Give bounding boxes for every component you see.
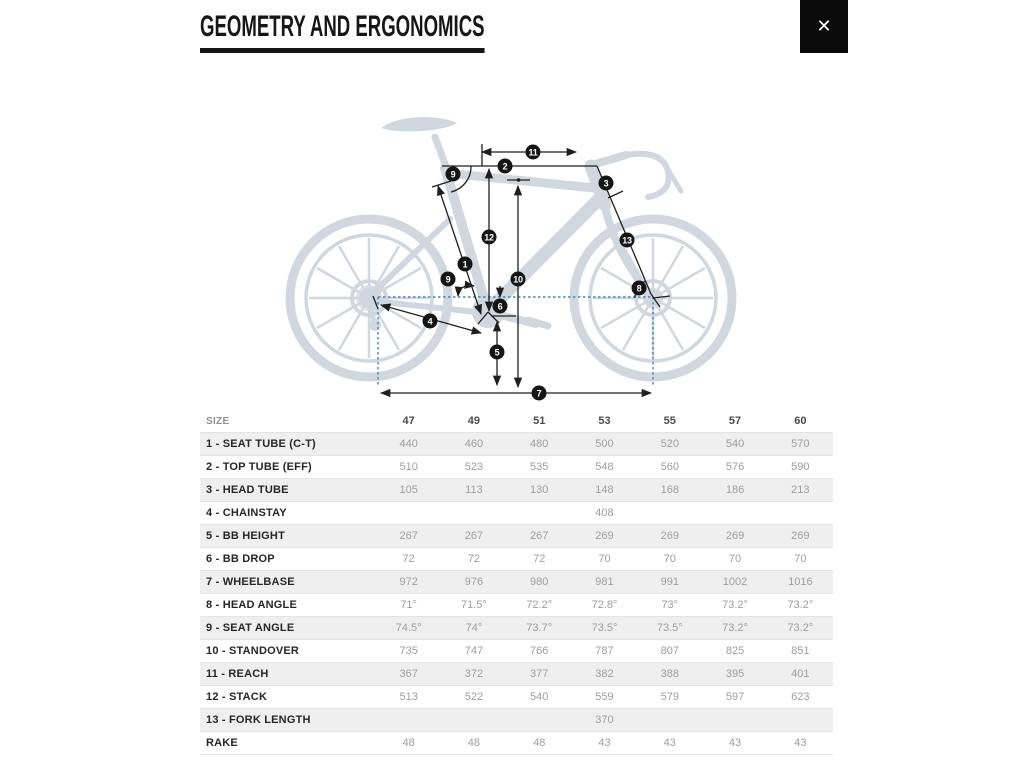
size-header: 47 (376, 411, 441, 432)
row-value (441, 708, 506, 731)
row-value (768, 501, 833, 524)
row-label: 8 - HEAD ANGLE (200, 593, 376, 616)
row-value: 851 (768, 639, 833, 662)
row-value: 73.2° (702, 616, 767, 639)
row-value: 766 (507, 639, 572, 662)
callout-5 (490, 345, 505, 360)
row-value: 267 (376, 524, 441, 547)
table-row (200, 662, 833, 685)
row-value: 269 (768, 524, 833, 547)
row-value: 460 (441, 432, 506, 455)
row-value: 747 (441, 639, 506, 662)
row-label: RAKE (200, 731, 376, 754)
row-value: 73.2° (768, 593, 833, 616)
row-value: 105 (376, 478, 441, 501)
table-row (200, 432, 833, 455)
row-value: 70 (768, 547, 833, 570)
row-label: 1 - SEAT TUBE (C-T) (200, 432, 376, 455)
row-value: 787 (572, 639, 637, 662)
row-value: 523 (441, 455, 506, 478)
size-column-header: SIZE (200, 411, 376, 432)
callout-7 (532, 386, 547, 401)
row-value (376, 708, 441, 731)
row-value: 520 (637, 432, 702, 455)
row-value: 1016 (768, 570, 833, 593)
svg-text:1: 1 (462, 259, 468, 270)
size-header: 57 (702, 411, 767, 432)
row-value: 825 (702, 639, 767, 662)
callout-13 (620, 233, 635, 248)
row-value (637, 501, 702, 524)
table-row (200, 570, 833, 593)
bike-geometry-diagram (285, 95, 745, 405)
row-value: 48 (507, 731, 572, 754)
row-value: 510 (376, 455, 441, 478)
head-tube-tick (608, 191, 623, 198)
callout-9-bottom (441, 272, 456, 287)
row-value: 70 (637, 547, 702, 570)
row-value: 72 (507, 547, 572, 570)
row-value: 980 (507, 570, 572, 593)
row-value (637, 708, 702, 731)
row-value: 73.2° (702, 593, 767, 616)
row-value: 981 (572, 570, 637, 593)
row-value: 48 (376, 731, 441, 754)
row-value: 74.5° (376, 616, 441, 639)
row-value: 401 (768, 662, 833, 685)
row-value: 548 (572, 455, 637, 478)
row-label: 6 - BB DROP (200, 547, 376, 570)
row-value: 623 (768, 685, 833, 708)
row-value (507, 708, 572, 731)
row-label: 11 - REACH (200, 662, 376, 685)
row-value (507, 501, 572, 524)
close-button[interactable] (800, 0, 848, 53)
size-header: 51 (507, 411, 572, 432)
row-value: 372 (441, 662, 506, 685)
row-label: 3 - HEAD TUBE (200, 478, 376, 501)
table-row (200, 547, 833, 570)
callout-8 (632, 281, 647, 296)
row-value: 570 (768, 432, 833, 455)
row-value: 73° (637, 593, 702, 616)
svg-text:3: 3 (603, 178, 609, 189)
row-label: 2 - TOP TUBE (EFF) (200, 455, 376, 478)
row-value: 73.5° (637, 616, 702, 639)
row-value: 269 (637, 524, 702, 547)
row-value: 113 (441, 478, 506, 501)
row-value: 73.5° (572, 616, 637, 639)
table-row (200, 616, 833, 639)
row-value: 440 (376, 432, 441, 455)
row-value: 370 (572, 708, 637, 731)
standover-dot (517, 178, 521, 182)
row-value: 408 (572, 501, 637, 524)
row-value: 43 (768, 731, 833, 754)
callout-2 (498, 159, 513, 174)
row-value: 213 (768, 478, 833, 501)
row-value: 168 (637, 478, 702, 501)
table-row (200, 501, 833, 524)
row-value: 576 (702, 455, 767, 478)
table-row (200, 685, 833, 708)
row-label: 5 - BB HEIGHT (200, 524, 376, 547)
row-value: 73.7° (507, 616, 572, 639)
row-value: 559 (572, 685, 637, 708)
row-value: 72 (441, 547, 506, 570)
row-value: 597 (702, 685, 767, 708)
table-row (200, 478, 833, 501)
row-value: 269 (572, 524, 637, 547)
table-row (200, 708, 833, 731)
row-value: 72.8° (572, 593, 637, 616)
row-value: 70 (702, 547, 767, 570)
svg-text:12: 12 (484, 232, 494, 243)
row-value: 48 (441, 731, 506, 754)
row-value (441, 501, 506, 524)
table-row (200, 593, 833, 616)
svg-text:11: 11 (528, 147, 538, 158)
svg-text:2: 2 (502, 161, 508, 172)
row-value: 500 (572, 432, 637, 455)
row-label: 9 - SEAT ANGLE (200, 616, 376, 639)
row-value: 590 (768, 455, 833, 478)
size-header: 55 (637, 411, 702, 432)
table-row (200, 731, 833, 754)
row-value: 579 (637, 685, 702, 708)
svg-text:5: 5 (494, 347, 500, 358)
row-value: 74° (441, 616, 506, 639)
callout-12 (482, 230, 497, 245)
svg-text:9: 9 (450, 169, 456, 180)
svg-text:9: 9 (445, 274, 451, 285)
row-value (376, 501, 441, 524)
callout-9-top (446, 167, 461, 182)
row-value (768, 708, 833, 731)
row-label: 4 - CHAINSTAY (200, 501, 376, 524)
row-value: 735 (376, 639, 441, 662)
size-header: 49 (441, 411, 506, 432)
row-value: 976 (441, 570, 506, 593)
geometry-table-body (200, 432, 833, 754)
callout-11 (526, 145, 541, 160)
row-value: 991 (637, 570, 702, 593)
row-value (702, 708, 767, 731)
row-value: 71° (376, 593, 441, 616)
geometry-table (200, 411, 833, 755)
row-value: 540 (702, 432, 767, 455)
callout-3 (599, 176, 614, 191)
table-row (200, 524, 833, 547)
row-value: 43 (702, 731, 767, 754)
row-value: 807 (637, 639, 702, 662)
row-value: 388 (637, 662, 702, 685)
row-label: 12 - STACK (200, 685, 376, 708)
svg-text:7: 7 (536, 388, 542, 399)
row-value: 395 (702, 662, 767, 685)
row-value: 972 (376, 570, 441, 593)
row-value: 43 (637, 731, 702, 754)
page-title: GEOMETRY AND ERGONOMICS (200, 12, 485, 53)
row-value: 535 (507, 455, 572, 478)
callout-10 (511, 272, 526, 287)
row-value: 522 (441, 685, 506, 708)
row-value: 367 (376, 662, 441, 685)
row-value: 130 (507, 478, 572, 501)
row-value: 1002 (702, 570, 767, 593)
row-value: 43 (572, 731, 637, 754)
row-value (702, 501, 767, 524)
row-value: 148 (572, 478, 637, 501)
row-value: 267 (507, 524, 572, 547)
callout-6 (493, 299, 508, 314)
svg-text:13: 13 (622, 235, 632, 246)
row-label: 10 - STANDOVER (200, 639, 376, 662)
axle-guide-lines (378, 297, 653, 386)
callout-4 (423, 314, 438, 329)
row-value: 72 (376, 547, 441, 570)
table-row (200, 639, 833, 662)
svg-text:4: 4 (427, 316, 433, 327)
row-value: 267 (441, 524, 506, 547)
row-label: 13 - FORK LENGTH (200, 708, 376, 731)
row-value: 480 (507, 432, 572, 455)
callout-1 (458, 257, 473, 272)
row-value: 540 (507, 685, 572, 708)
row-value: 513 (376, 685, 441, 708)
header-row (200, 411, 833, 432)
row-value: 377 (507, 662, 572, 685)
row-value: 72.2° (507, 593, 572, 616)
row-value: 382 (572, 662, 637, 685)
row-value: 73.2° (768, 616, 833, 639)
size-header: 60 (768, 411, 833, 432)
svg-text:10: 10 (513, 274, 523, 285)
row-label: 7 - WHEELBASE (200, 570, 376, 593)
bike-silhouette (290, 117, 732, 377)
size-header: 53 (572, 411, 637, 432)
svg-text:8: 8 (636, 283, 642, 294)
row-value: 186 (702, 478, 767, 501)
row-value: 269 (702, 524, 767, 547)
row-value: 71.5° (441, 593, 506, 616)
row-value: 70 (572, 547, 637, 570)
row-value: 560 (637, 455, 702, 478)
svg-text:6: 6 (497, 301, 503, 312)
table-row (200, 455, 833, 478)
geometry-table-header (200, 411, 833, 432)
close-icon: ✕ (816, 16, 832, 36)
